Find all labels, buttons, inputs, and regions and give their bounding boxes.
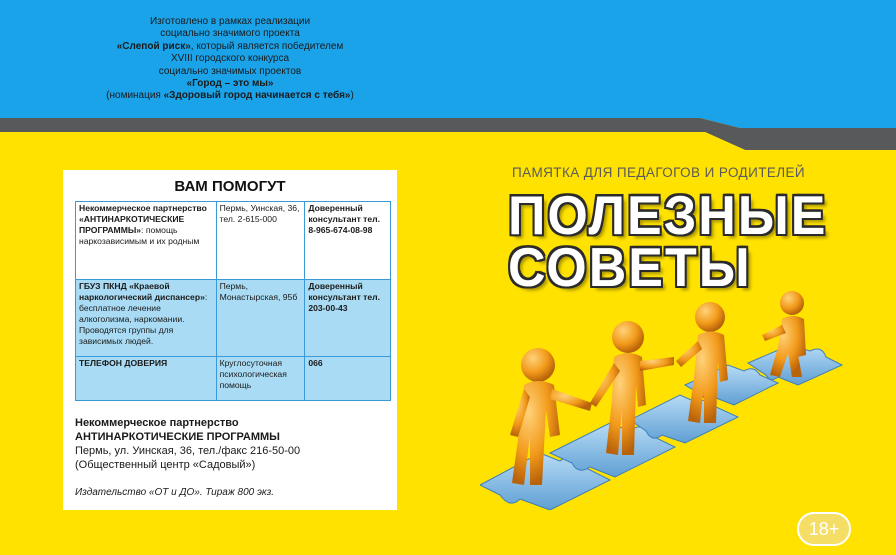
credit-line: социально значимых проектов [158, 65, 302, 77]
cover-title-line-2: СОВЕТЫ [508, 237, 752, 299]
org-name: Некоммерческое партнерство «АНТИНАРКОТИЧЕСКИЕ ПРОГРАММЫ» [79, 203, 207, 235]
cover-subtitle: ПАМЯТКА ДЛЯ ПЕДАГОГОВ И РОДИТЕЛЕЙ [512, 165, 806, 180]
credit-line [90, 41, 370, 53]
help-contacts-card [63, 170, 397, 510]
table-row [76, 280, 391, 357]
org-cell [76, 280, 217, 357]
org-name: ТЕЛЕФОН ДОВЕРИЯ [79, 358, 168, 368]
organization-info [75, 416, 391, 472]
nomination-line [90, 90, 370, 102]
address-cell: Пермь, Уинская, 36, тел. 2-615-000 [216, 202, 305, 280]
org-name: ГБУЗ ПКНД «Краевой наркологический диспансер» [79, 281, 205, 302]
contact-cell: 066 [305, 357, 391, 401]
nomination-prefix: (номинация [106, 90, 164, 102]
project-name: «Слепой риск» [116, 40, 191, 52]
table-row [76, 357, 391, 401]
credit-line: Изготовлено в рамках реализации [149, 16, 311, 27]
credit-line: XVIII городского конкурса [170, 53, 290, 65]
nomination-suffix: ) [350, 90, 354, 102]
publisher-note: Издательство «ОТ и ДО». Тираж 800 экз. [75, 487, 275, 498]
org-cell [76, 202, 217, 280]
org-description: : бесплатное лечение алкоголизма, наркомании. Проводятся группы для зависимых людей. [79, 292, 208, 346]
card-title: ВАМ ПОМОГУТ [174, 178, 286, 195]
contacts-table [75, 201, 391, 401]
org-info-name: АНТИНАРКОТИЧЕСКИЕ ПРОГРАММЫ [75, 431, 280, 443]
people-on-puzzle-pieces-illustration [480, 285, 860, 510]
contact-cell: Доверенный консультант тел. 8-965-674-08-98 [305, 202, 391, 280]
cover-title-line-1: ПОЛЕЗНЫЕ [508, 185, 828, 247]
org-info-center: (Общественный центр «Садовый») [75, 459, 256, 471]
org-cell [76, 357, 217, 401]
age-rating-badge: 18+ [797, 512, 851, 546]
contest-name: «Город – это мы» [186, 78, 274, 90]
org-info-address: Пермь, ул. Уинская, 36, тел./факс 216-50-00 [75, 445, 301, 457]
credit-line-rest: , который является победителем [190, 40, 344, 52]
credit-line: социально значимого проекта [160, 28, 300, 40]
org-description: : помощь наркозависимым и их родным [79, 225, 200, 246]
table-row [76, 202, 391, 280]
nomination-name: «Здоровый город начинается с тебя» [163, 90, 351, 102]
contact-cell: Доверенный консультант тел. 203-00-43 [305, 280, 391, 357]
org-info-name: Некоммерческое партнерство [75, 417, 239, 429]
project-credit-note [90, 16, 370, 103]
address-cell: Круглосуточная психологическая помощь [216, 357, 305, 401]
address-cell: Пермь, Монастырская, 95б [216, 280, 305, 357]
